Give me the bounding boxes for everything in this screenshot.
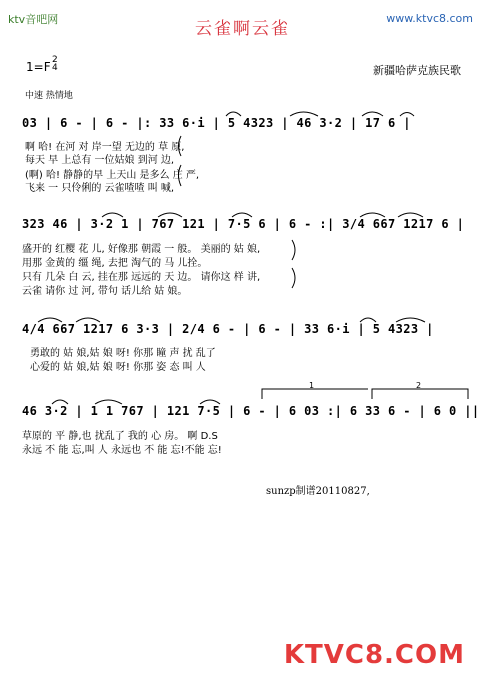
notation-row-3: 4/4 667 1217 6 3·3 | 2/4 6 - | 6 - | 33 6·i | 5 4323 |: [22, 322, 434, 336]
slur: [360, 213, 385, 217]
key-signature: 1=F: [26, 60, 51, 74]
site-watermark-logo: KTVC8.COM: [283, 640, 465, 670]
lyric-line: 啊 哈! 在河 对 岸一望 无边的 草 原,: [25, 142, 185, 153]
lyric-line: 每天 早 上总有 一位姑娘 到河 边,: [25, 155, 175, 166]
slur: [158, 213, 182, 217]
lyric-line: 云雀 请你 过 河, 带句 话儿给 姑 娘。: [22, 286, 188, 297]
transcriber-credit: sunzp制谱20110827,: [266, 486, 370, 497]
lyric-brace: [292, 268, 295, 288]
lyric-line: 飞来 一 只伶俐的 云雀喳喳 叫 喊,: [25, 183, 175, 194]
slur: [232, 213, 252, 217]
song-origin: 新疆哈萨克族民歌: [373, 64, 461, 77]
slur: [290, 112, 318, 116]
song-title: 云雀啊云雀: [195, 19, 290, 39]
slur: [396, 318, 425, 322]
lyric-line: 心爱的 姑 娘,姑 娘 呀! 你那 姿 态 叫 人: [30, 362, 206, 373]
lyric-brace: [179, 136, 182, 156]
slur: [52, 400, 68, 404]
tempo-marking: 中速 热情地: [25, 91, 73, 101]
lyric-line: 只有 几朵 白 云, 挂在那 远远的 天 边。 请你这 样 讲,: [22, 272, 261, 283]
meter-bottom: 4: [52, 63, 58, 73]
lyric-brace: [292, 240, 295, 260]
notation-row-2: 323 46 | 3·2 1 | 767 121 | 7·5 6 | 6 - :| 3/4 667 1217 6 |: [22, 217, 465, 231]
lyric-line: 永远 不 能 忘,叫 人 永远也 不 能 忘!不能 忘!: [22, 445, 222, 456]
meter-top: 2: [52, 55, 58, 65]
notation-row-1: 03 | 6 - | 6 - |: 33 6·i | 5 4323 | 46 3·2 | 17 6 |: [22, 116, 411, 130]
volta-label-1: 1: [309, 381, 315, 390]
volta-bracket-2: [372, 389, 468, 399]
slur: [398, 213, 423, 217]
slur: [360, 318, 376, 322]
notation-row-4: 46 3·2 | 1 1 767 | 121 7·5 | 6 - | 6 03 :| 6 33 6 - | 6 0 ||: [22, 404, 480, 418]
lyric-brace: [179, 165, 182, 186]
lyric-line: (啊) 哈! 静静的早 上天山 是多么 庄 严,: [25, 170, 200, 181]
slur: [38, 318, 62, 322]
lyric-line: 草原的 平 静,也 扰乱了 我的 心 房。 啊 D.S: [22, 431, 218, 442]
lyric-line: 盛开的 红樱 花 儿, 好像那 朝霞 一 般。 美丽的 姑 娘,: [22, 244, 261, 255]
lyric-line: 用那 金黄的 缰 绳, 去把 淘气的 马 儿拴。: [22, 258, 208, 269]
slur: [226, 112, 241, 116]
volta-label-2: 2: [416, 381, 422, 390]
slur: [102, 213, 123, 217]
site-url[interactable]: www.ktvc8.com: [386, 12, 473, 25]
slur: [200, 400, 220, 404]
lyric-line: 勇敢的 姑 娘,姑 娘 呀! 你那 瞳 声 扰 乱了: [30, 348, 216, 359]
slur: [76, 318, 100, 322]
slur: [400, 113, 414, 117]
slur: [95, 400, 122, 404]
slur: [362, 112, 383, 116]
volta-bracket-1: [262, 389, 368, 399]
site-name-left: ktv音吧网: [8, 13, 59, 26]
